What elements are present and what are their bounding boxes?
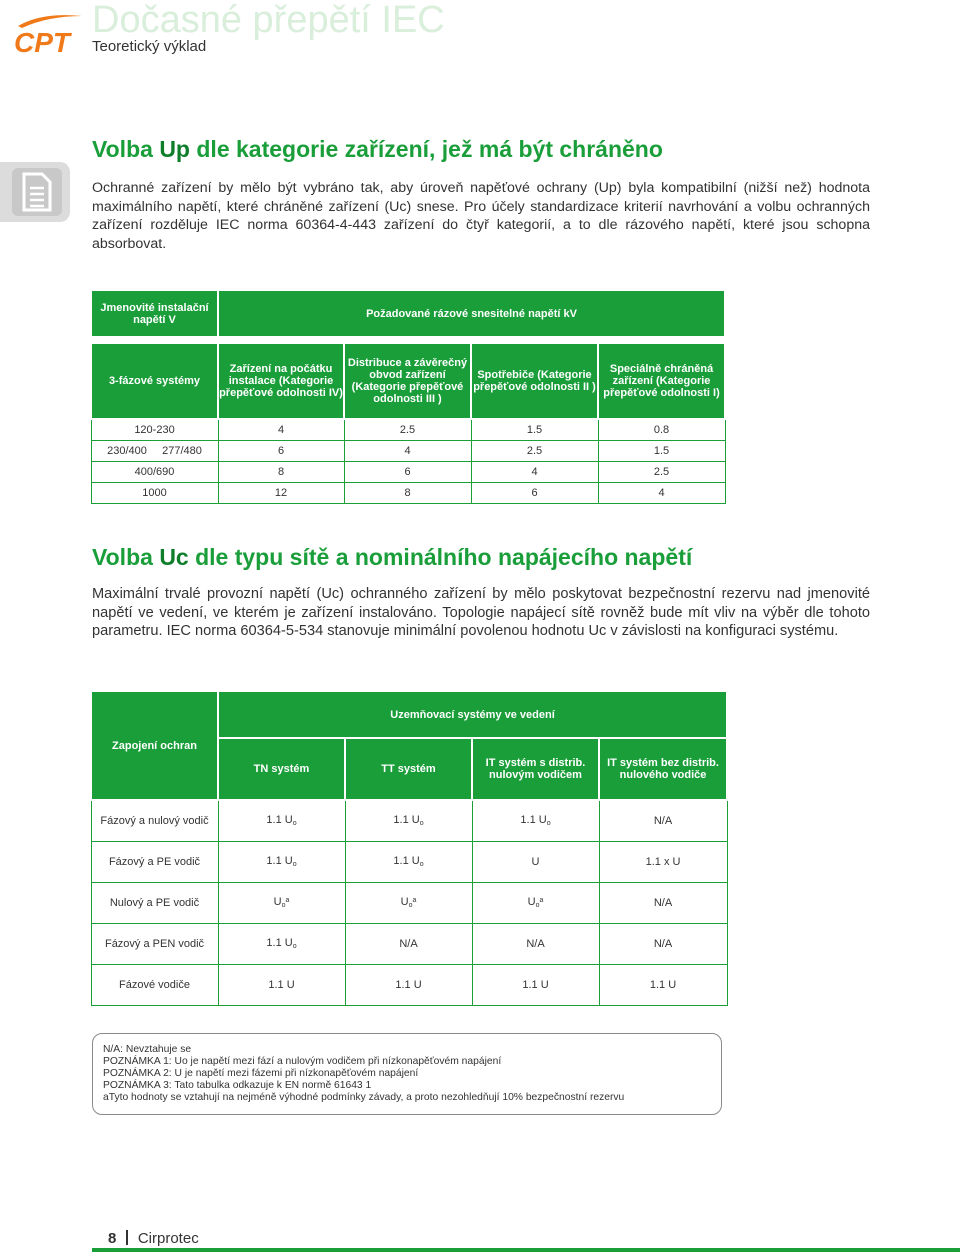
grounding-systems-table [90,690,728,1006]
header-required-voltage: Požadované rázové snesitelné napětí kV [218,290,725,337]
header-category-iv: Zařízení na počátku instalace (Kategorie přepěťové odolnosti IV) [218,343,344,419]
value-cell: 1.1 $U_o$ [472,800,599,841]
row-label: Fázový a nulový vodič [91,800,218,841]
note-line: aTyto hodnoty se vztahují na nejméně výhodné podmínky závady, a proto nezohledňují 10% bezpečnostní rezervu [103,1092,625,1103]
value-cell: 1.1 U [345,964,472,1005]
logo-text: CPT [14,27,70,56]
value-cell: N/A [599,800,727,841]
row-label: Fázový a PEN vodič [91,923,218,964]
page-footer [108,1230,199,1247]
footer-rule [92,1248,960,1252]
note-line: POZNÁMKA 1: Uo je napětí mezi fází a nulovým vodičem při nízkonapěťovém napájení [103,1056,502,1067]
header-tt-system: TT systém [345,738,472,800]
table-row: 400/690 8 6 4 2.5 [91,461,725,482]
row-label: Fázový a PE vodič [91,841,218,882]
table-row: 120-230 4 2.5 1.5 0.8 [91,419,725,440]
value-cell: $U_o^a$ [345,882,472,923]
value-cell: 1.1 $U_o$ [218,923,345,964]
header-it-without-neutral: IT systém bez distrib. nulového vodiče [599,738,727,800]
value-cell: 1.1 x U [599,841,727,882]
document-subtitle: Teoretický výklad [92,38,207,55]
section-paragraph-up: Ochranné zařízení by mělo být vybráno tak, aby úroveň napěťové ochrany (Up) byla kompatibilní (nižší než) hodnota maximálního napětí, které chráněné zařízení (Uc) snese. Pro účely standardizace kriterií navrhování a volbu ochranných zařízení rozděluje IEC norma 60364-4-443 zařízení do čtyř kategorií, a to dle rázového napětí, které jsou schopna absorbovat. [92,180,870,252]
header-category-i: Speciálně chráněná zařízení (Kategorie přepěťové odolnosti I) [598,343,725,419]
table-row [91,882,727,923]
value-cell: 1.1 U [218,964,345,1005]
value-cell: 1.1 $U_o$ [345,841,472,882]
header-category-iii: Distribuce a závěrečný obvod zařízení (Kategorie přepěťové odolnosti III ) [344,343,471,419]
value-cell: 1.1 $U_o$ [345,800,472,841]
section-heading-uc: Volba Uc dle typu sítě a nominálního napájecího napětí [92,544,693,570]
value-cell: $U_o^a$ [218,882,345,923]
value-cell: U [472,841,599,882]
table-row [91,964,727,1005]
value-cell: N/A [345,923,472,964]
page-number: 8 [108,1230,117,1247]
section-heading-up: Volba Up dle kategorie zařízení, jež má být chráněno [92,136,663,162]
section-paragraph-uc: Maximální trvalé provozní napětí (Uc) ochranného zařízení by mělo poskytovat bezpečnostní rezervu nad jmenovité napětí ve vedení, ve kterém je zařízení instalováno. Topologie napájecí sítě rovněž bude mít vliv na výběr dle tohoto parametru. IEC norma 60364-5-534 stanovuje minimální povolenou hodnotu Uc v závislosti na konfiguraci systému. [92,586,870,640]
company-name: Cirprotec [137,1230,199,1247]
table-row: 230/400 277/480 6 4 2.5 1.5 [91,440,725,461]
impulse-voltage-table [90,289,726,504]
header-category-ii: Spotřebiče (Kategorie přepěťové odolnosti II ) [471,343,598,419]
table-row [91,841,727,882]
value-cell: N/A [599,923,727,964]
value-cell: $U_o^a$ [472,882,599,923]
note-line: POZNÁMKA 2: U je napětí mezi fázemi při nízkonapěťovém napájení [103,1068,419,1079]
notes-box [92,1033,722,1115]
header-three-phase: 3-fázové systémy [91,343,218,419]
header-grounding: Uzemňovací systémy ve vedení [218,691,727,738]
value-cell: 1.1 U [472,964,599,1005]
table-row: 1000 12 8 6 4 [91,482,725,503]
value-cell: N/A [472,923,599,964]
document-icon [0,162,70,222]
value-cell: 1.1 $U_o$ [218,800,345,841]
header-connection: Zapojení ochran [91,691,218,800]
header-tn-system: TN systém [218,738,345,800]
header-nominal-voltage: Jmenovité instalační napětí V [91,290,218,337]
row-label: Fázové vodiče [91,964,218,1005]
header-it-with-neutral: IT systém s distrib. nulovým vodičem [472,738,599,800]
table-row [91,800,727,841]
cpt-logo [12,12,86,56]
note-line: POZNÁMKA 3: Tato tabulka odkazuje k EN normě 61643 1 [103,1080,372,1091]
value-cell: 1.1 U [599,964,727,1005]
table-row [91,923,727,964]
note-line: N/A: Nevztahuje se [103,1044,192,1055]
row-label: Nulový a PE vodič [91,882,218,923]
document-title: Dočasné přepětí IEC [92,0,445,41]
value-cell: 1.1 $U_o$ [218,841,345,882]
value-cell: N/A [599,882,727,923]
